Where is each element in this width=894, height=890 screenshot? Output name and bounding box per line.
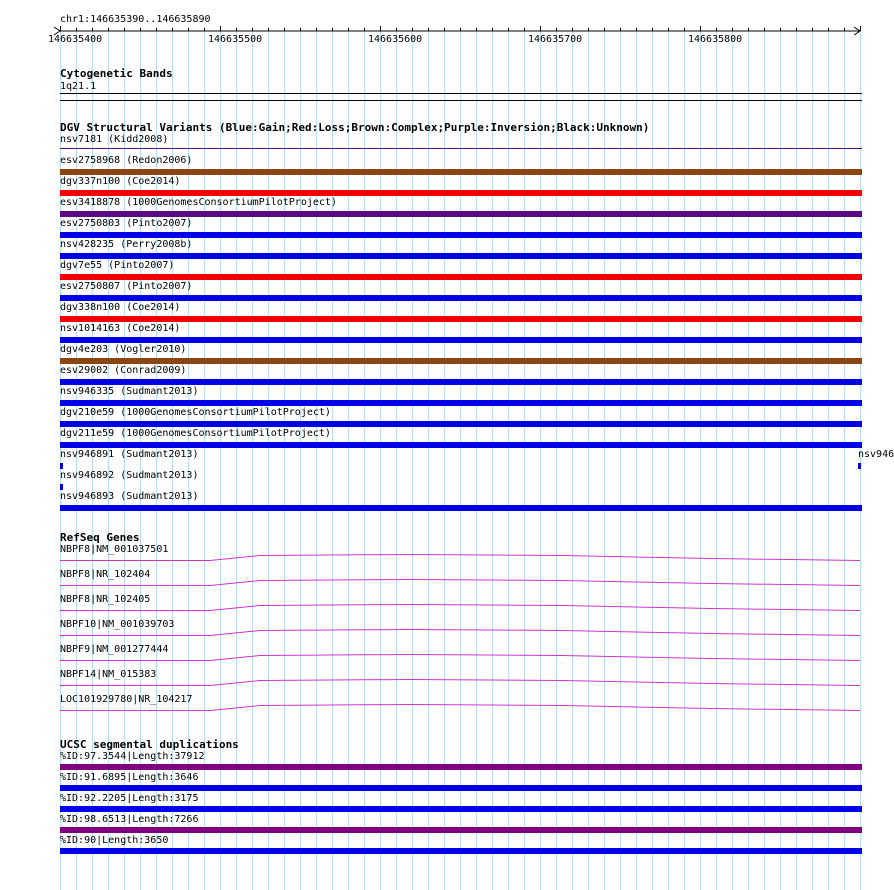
refseq-gene-label[interactable]: NBPF8|NR_102404 (60, 569, 151, 580)
dgv-feature-label[interactable]: esv29002 (Conrad2009) (60, 365, 187, 376)
ruler-tick-label: 146635700 (528, 34, 583, 45)
dgv-feature-label[interactable]: nsv7181 (Kidd2008) (60, 134, 169, 145)
refseq-gene-label[interactable]: NBPF10|NM_001039703 (60, 619, 175, 630)
dgv-feature-label[interactable]: esv2750807 (Pinto2007) (60, 281, 193, 292)
dgv-feature-label[interactable]: nsv946891 (Sudmant2013) (60, 449, 199, 460)
refseq-gene-label[interactable]: NBPF9|NM_001277444 (60, 644, 169, 655)
refseq-transcript-line (60, 705, 860, 711)
dgv-feature-label[interactable]: nsv946893 (Sudmant2013) (60, 491, 199, 502)
refseq-gene-label[interactable]: NBPF8|NM_001037501 (60, 544, 169, 555)
refseq-track-title: RefSeq Genes (60, 531, 140, 544)
region-label: chr1:146635390..146635890 (60, 14, 211, 25)
refseq-gene-label[interactable]: LOC101929780|NR_104217 (60, 694, 193, 705)
dgv-feature-label[interactable]: dgv4e203 (Vogler2010) (60, 344, 187, 355)
refseq-transcript-line (60, 655, 860, 661)
ruler-tick-label: 146635500 (208, 34, 263, 45)
dgv-feature-label[interactable]: esv3418878 (1000GenomesConsortiumPilotProject) (60, 197, 337, 208)
ruler-tick-label: 146635600 (368, 34, 423, 45)
segdup-feature-label[interactable]: %ID:98.6513|Length:7266 (60, 814, 199, 825)
ruler-tick-label: 146635800 (688, 34, 743, 45)
dgv-feature-label[interactable]: dgv211e59 (1000GenomesConsortiumPilotProject) (60, 428, 331, 439)
refseq-gene-label[interactable]: NBPF14|NM_015383 (60, 669, 157, 680)
dgv-track-title: DGV Structural Variants (Blue:Gain;Red:Loss;Brown:Complex;Purple:Inversion;Black:Unknown) (60, 121, 650, 134)
refseq-transcript-line (60, 605, 860, 611)
refseq-transcript-line (60, 630, 860, 636)
dgv-feature-label[interactable]: nsv428235 (Perry2008b) (60, 239, 193, 250)
dgv-overflow-label[interactable]: nsv946 (858, 449, 894, 460)
cytoband-label[interactable]: 1q21.1 (60, 81, 97, 92)
segdup-feature-label[interactable]: %ID:91.6895|Length:3646 (60, 772, 199, 783)
dgv-feature-label[interactable]: dgv7e55 (Pinto2007) (60, 260, 175, 271)
refseq-transcript-line (60, 555, 860, 561)
dgv-feature-label[interactable]: nsv1014163 (Coe2014) (60, 323, 181, 334)
segdup-feature-label[interactable]: %ID:90|Length:3650 (60, 835, 169, 846)
dgv-feature-label[interactable]: esv2758968 (Redon2006) (60, 155, 193, 166)
segdup-feature-label[interactable]: %ID:97.3544|Length:37912 (60, 751, 205, 762)
dgv-feature-label[interactable]: dgv338n100 (Coe2014) (60, 302, 181, 313)
segdup-feature-label[interactable]: %ID:92.2205|Length:3175 (60, 793, 199, 804)
refseq-gene-label[interactable]: NBPF8|NR_102405 (60, 594, 151, 605)
refseq-transcript-line (60, 580, 860, 586)
dgv-feature-label[interactable]: dgv337n100 (Coe2014) (60, 176, 181, 187)
dgv-feature-label[interactable]: dgv210e59 (1000GenomesConsortiumPilotProject) (60, 407, 331, 418)
dgv-feature-label[interactable]: esv2750803 (Pinto2007) (60, 218, 193, 229)
dgv-feature-label[interactable]: nsv946335 (Sudmant2013) (60, 386, 199, 397)
refseq-transcript-line (60, 680, 860, 686)
cytobands-track-title: Cytogenetic Bands (60, 67, 173, 80)
dgv-feature-label[interactable]: nsv946892 (Sudmant2013) (60, 470, 199, 481)
ruler-tick-label: 146635400 (48, 34, 103, 45)
segdup-track-title: UCSC segmental duplications (60, 738, 239, 751)
